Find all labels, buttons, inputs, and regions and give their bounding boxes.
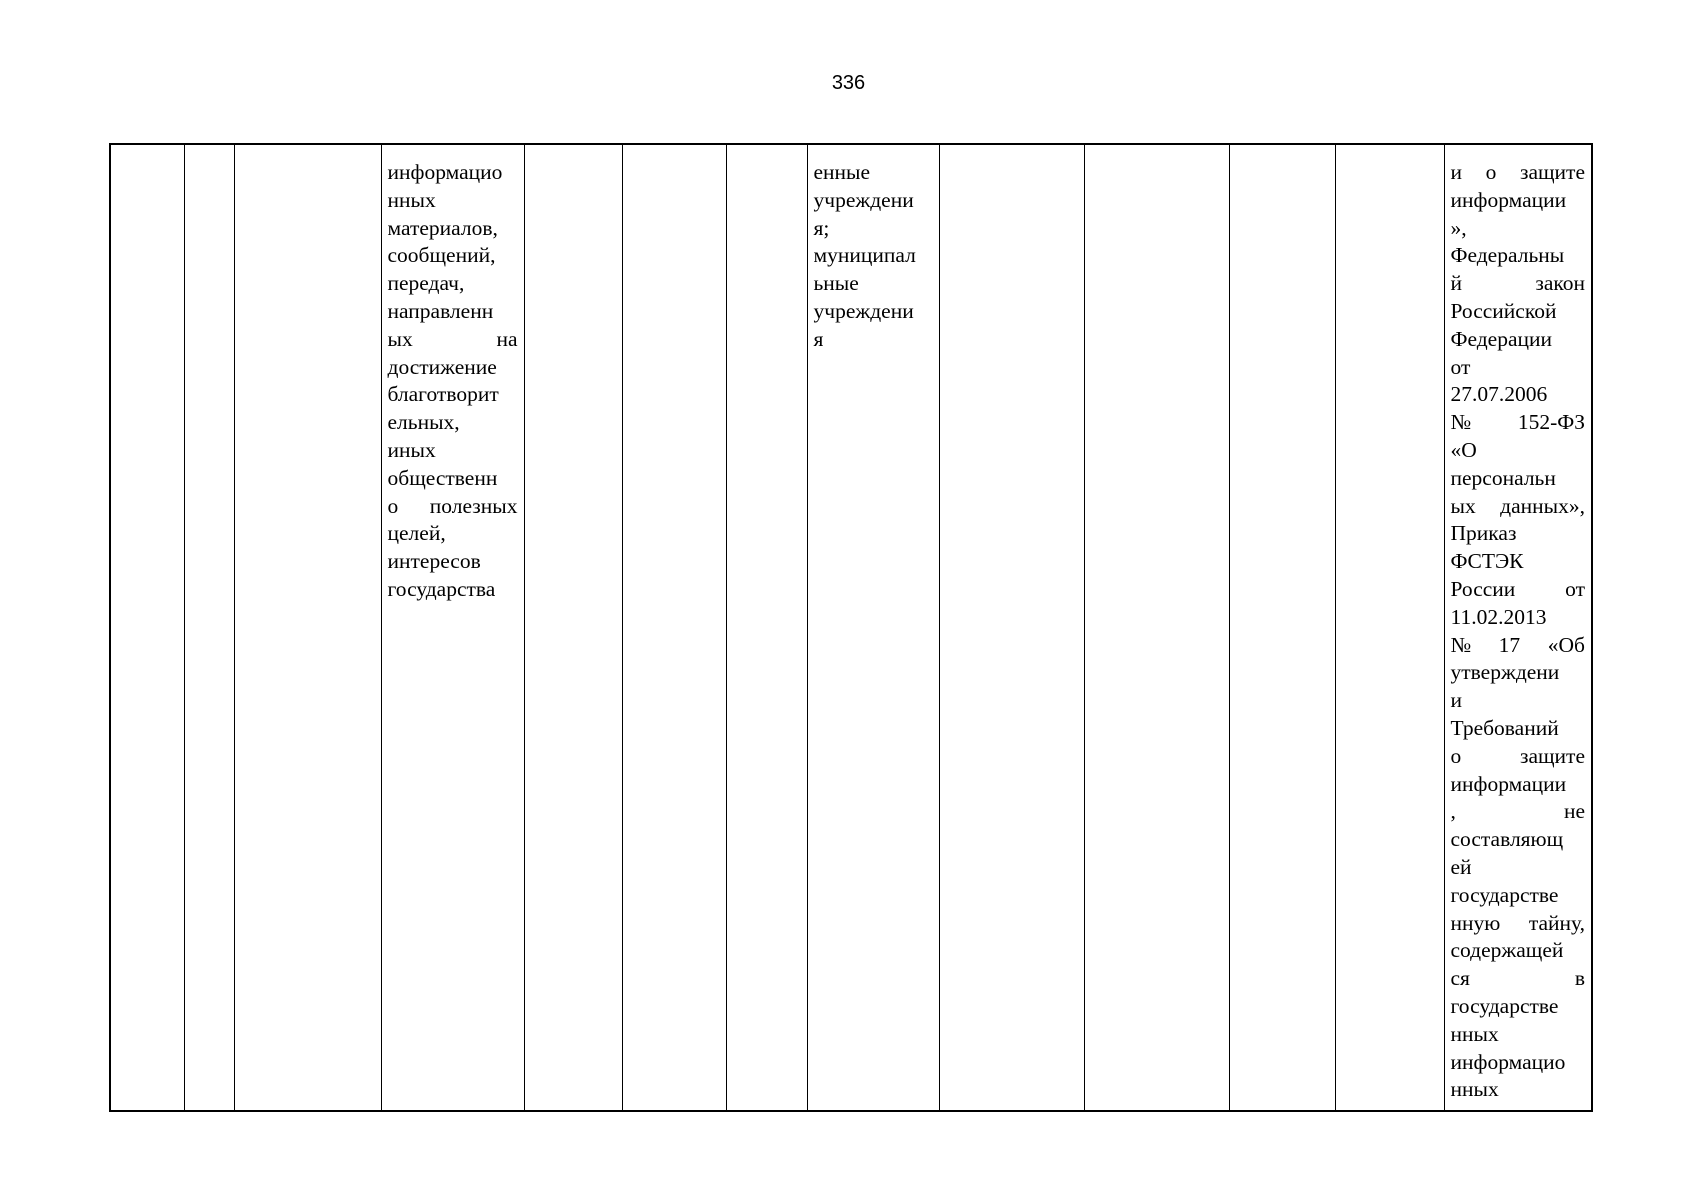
text-line: нных (1450, 1077, 1499, 1102)
text-line (1451, 576, 1586, 604)
document-table (109, 143, 1593, 1112)
cell-text-col13 (1451, 159, 1586, 1104)
text-word: защите (1519, 743, 1585, 768)
text-line (1451, 409, 1586, 437)
text-line: достижение (387, 354, 497, 379)
text-line: государства (387, 576, 496, 601)
page-number: 336 (831, 72, 866, 94)
text-line: государстве (1450, 882, 1559, 907)
text-word: не (1563, 799, 1585, 824)
text-line: направленн (387, 298, 494, 323)
text-word: тайну, (1528, 910, 1585, 935)
text-line: персональн (1450, 465, 1556, 490)
text-line: иных (387, 437, 436, 462)
text-line (388, 326, 518, 354)
text-word: в (1574, 966, 1585, 991)
table-cell-col11 (1229, 144, 1335, 1111)
text-line: Федерации (1450, 326, 1553, 351)
table-cell-col12 (1335, 144, 1444, 1111)
text-line: енные (813, 160, 871, 184)
text-word: № (1450, 632, 1472, 657)
text-word: ых (387, 326, 413, 351)
text-line (1451, 159, 1586, 187)
table-cell-col6 (622, 144, 726, 1111)
text-word: России (1450, 576, 1516, 601)
text-line: от (1450, 354, 1471, 379)
text-line: интересов (387, 549, 481, 574)
text-word: защите (1519, 160, 1585, 184)
text-line (1451, 493, 1586, 521)
text-line: ьные (813, 271, 859, 296)
text-line: Требований (1450, 715, 1559, 740)
cell-text-col8 (814, 159, 933, 354)
text-line: нных (1450, 1021, 1499, 1046)
text-line: Российской (1450, 298, 1557, 323)
table-cell-col13 (1444, 144, 1592, 1111)
text-line: информацио (387, 160, 503, 184)
table-cell-col9 (939, 144, 1084, 1111)
text-word: № (1450, 410, 1472, 435)
text-line: благотворит (387, 382, 499, 407)
text-word: от (1565, 576, 1585, 601)
table-cell-col1 (110, 144, 184, 1111)
cell-text-col4 (388, 159, 518, 604)
text-word: о (387, 493, 399, 518)
text-line: составляющ (1450, 827, 1564, 852)
table-cell-col10 (1084, 144, 1229, 1111)
text-line (1451, 270, 1586, 298)
text-line: учреждени (813, 298, 914, 323)
text-line: передач, (387, 271, 465, 296)
text-line: 11.02.2013 (1450, 604, 1547, 629)
text-line: муниципал (813, 243, 916, 268)
table-cell-col2 (184, 144, 234, 1111)
text-line (1451, 965, 1586, 993)
text-word: ых (1450, 493, 1476, 518)
text-line (1451, 743, 1586, 771)
text-word: на (496, 326, 518, 351)
text-line: », (1450, 215, 1467, 240)
text-word: о (1450, 743, 1462, 768)
text-line: материалов, (387, 215, 498, 240)
text-line: ей (1450, 854, 1472, 879)
text-line: сообщений, (387, 243, 496, 268)
text-word: и (1450, 160, 1463, 184)
text-word: закон (1535, 271, 1585, 296)
table-cell-col5 (524, 144, 622, 1111)
text-word: «Об (1547, 632, 1585, 657)
table-cell-col7 (726, 144, 807, 1111)
table-row (110, 144, 1592, 1111)
text-word: полезных (429, 493, 518, 518)
text-line: учреждени (813, 187, 914, 212)
text-line: 27.07.2006 (1450, 382, 1548, 407)
text-word: ся (1450, 966, 1470, 991)
text-line: ельных, (387, 410, 460, 435)
text-line: содержащей (1450, 938, 1564, 963)
text-word: нную (1450, 910, 1501, 935)
text-word: 152-ФЗ (1517, 410, 1585, 435)
text-line: информацио (1450, 1049, 1566, 1074)
text-line: информации (1450, 187, 1567, 212)
table-cell-col4 (381, 144, 524, 1111)
text-line: утверждени (1450, 660, 1560, 685)
text-line: государстве (1450, 993, 1559, 1018)
text-line (1451, 632, 1586, 660)
text-line: ФСТЭК (1450, 549, 1524, 574)
text-line: нных (387, 187, 436, 212)
text-line: Федеральны (1450, 243, 1565, 268)
text-line (1451, 910, 1586, 938)
text-word: данных», (1500, 493, 1585, 518)
table-cell-col3 (234, 144, 381, 1111)
text-word: о (1485, 160, 1497, 184)
text-line (388, 493, 518, 521)
text-word: , (1450, 799, 1456, 824)
text-line: «О (1450, 437, 1477, 462)
text-line: и (1450, 688, 1463, 713)
text-word: 17 (1498, 632, 1521, 657)
text-line: Приказ (1450, 521, 1517, 546)
text-line: целей, (387, 521, 446, 546)
text-line (1451, 798, 1586, 826)
text-word: й (1450, 271, 1463, 296)
table-cell-col8 (807, 144, 939, 1111)
text-line: общественн (387, 465, 498, 490)
text-line: я (813, 326, 824, 351)
text-line: я; (813, 215, 830, 240)
text-line: информации (1450, 771, 1567, 796)
